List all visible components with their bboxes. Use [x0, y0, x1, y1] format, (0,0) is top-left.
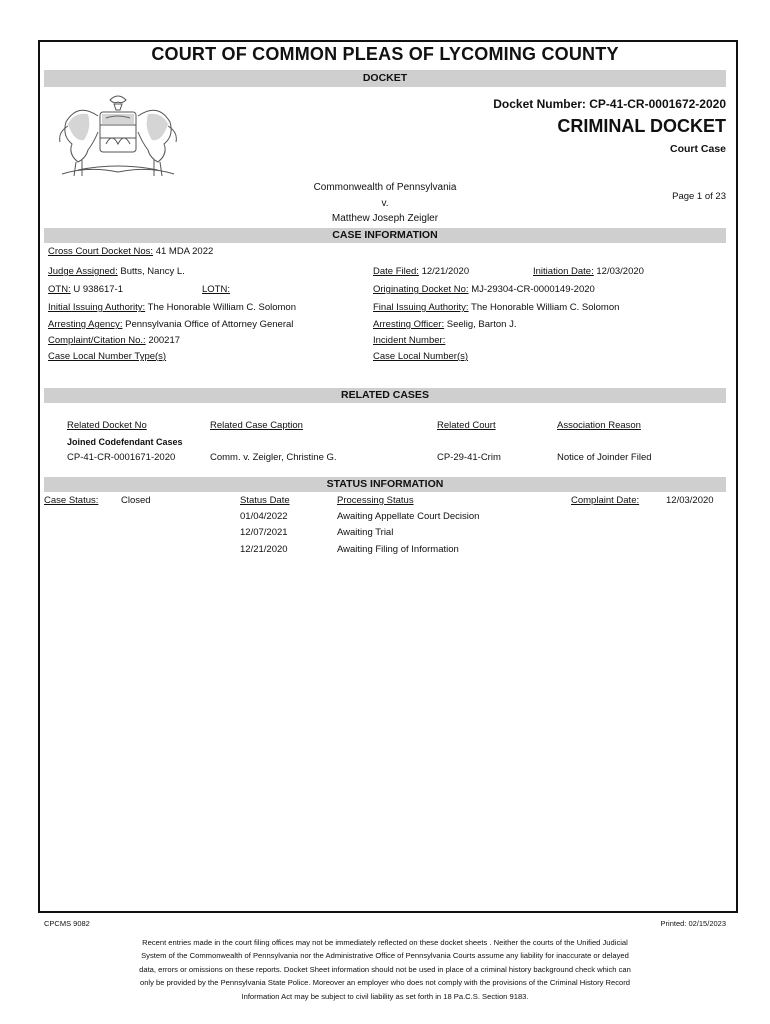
- otn-row: [48, 284, 123, 295]
- originating-docket-value: MJ-29304-CR-0000149-2020: [471, 284, 595, 295]
- arresting-officer-label: Arresting Officer:: [373, 319, 445, 330]
- arresting-agency-row: [48, 319, 293, 330]
- status-date-cell: 12/21/2020: [240, 544, 288, 555]
- association-reason-header: Association Reason: [557, 420, 641, 431]
- otn-value: U 938617-1: [73, 284, 123, 295]
- court-case-label: Court Case: [669, 143, 726, 155]
- related-docket-cell: CP-41-CR-0001671-2020: [67, 452, 176, 463]
- initial-authority-row: [48, 302, 296, 313]
- related-court-header: Related Court: [437, 420, 496, 431]
- case-information-bar: CASE INFORMATION: [44, 228, 726, 243]
- arresting-agency-label: Arresting Agency:: [48, 319, 123, 330]
- final-authority-row: [373, 302, 619, 313]
- complaint-value: 200217: [148, 335, 181, 346]
- docket-number: Docket Number: CP-41-CR-0001672-2020: [493, 97, 726, 111]
- cross-court-row: [48, 246, 213, 257]
- status-date-cell: 01/04/2022: [240, 511, 288, 522]
- status-date-header: Status Date: [240, 495, 290, 506]
- cross-court-value: 41 MDA 2022: [155, 246, 214, 257]
- initiation-date-value: 12/03/2020: [596, 266, 644, 277]
- case-status-label: Case Status:: [44, 495, 99, 506]
- case-local-number-label: Case Local Number(s): [373, 351, 469, 362]
- disclaimer: [80, 936, 690, 1003]
- related-cases-bar: RELATED CASES: [44, 388, 726, 403]
- docket-bar: DOCKET: [44, 70, 726, 87]
- disclaimer-line: data, errors or omissions on these reports. Docket Sheet information should not be used in place of a criminal history background check which can: [139, 964, 631, 974]
- date-filed-label: Date Filed:: [373, 266, 419, 277]
- caption-plaintiff: Commonwealth of Pennsylvania: [313, 182, 457, 193]
- docket-type: CRIMINAL DOCKET: [557, 116, 726, 136]
- otn-label: OTN:: [48, 284, 71, 295]
- disclaimer-line: System of the Commonwealth of Pennsylvania nor the Administrative Office of Pennsylvania Courts assume any liability for inaccurate or delayed: [141, 951, 629, 961]
- judge-label: Judge Assigned:: [48, 266, 118, 277]
- related-docket-header: Related Docket No: [67, 420, 147, 431]
- disclaimer-line: Information Act may be subject to civil liability as set forth in 18 Pa.C.S. Section 9183.: [241, 991, 529, 1001]
- lotn-label: LOTN:: [202, 284, 230, 295]
- related-caption-header: Related Case Caption: [210, 420, 303, 431]
- date-filed-value: 12/21/2020: [421, 266, 470, 277]
- status-information-bar: STATUS INFORMATION: [44, 477, 726, 492]
- processing-status-cell: Awaiting Filing of Information: [337, 544, 459, 555]
- complaint-row: [48, 335, 180, 346]
- arresting-officer-value: Seelig, Barton J.: [446, 319, 517, 330]
- incident-number-label: Incident Number:: [373, 335, 446, 346]
- case-status-value: Closed: [121, 495, 151, 506]
- caption-versus: v.: [381, 198, 389, 209]
- initiation-date-row: [533, 266, 644, 277]
- final-authority-label: Final Issuing Authority:: [373, 302, 469, 313]
- cross-court-label: Cross Court Docket Nos:: [48, 246, 154, 257]
- joined-codefendant-label: Joined Codefendant Cases: [67, 437, 183, 447]
- complaint-date-value: 12/03/2020: [666, 495, 714, 506]
- initial-authority-label: Initial Issuing Authority:: [48, 302, 146, 313]
- related-caption-cell: Comm. v. Zeigler, Christine G.: [210, 452, 337, 463]
- originating-docket-row: [373, 284, 595, 295]
- judge-value: Butts, Nancy L.: [120, 266, 185, 277]
- pennsylvania-seal-icon: [48, 92, 188, 180]
- processing-status-cell: Awaiting Trial: [337, 527, 394, 538]
- originating-docket-label: Originating Docket No:: [373, 284, 469, 295]
- complaint-date-label: Complaint Date:: [571, 495, 640, 506]
- arresting-officer-row: [373, 319, 516, 330]
- disclaimer-line: Recent entries made in the court filing offices may not be immediately reflected on these docket sheets . Neither the courts of the Unified Judicial: [142, 938, 628, 947]
- initial-authority-value: The Honorable William C. Solomon: [147, 302, 297, 313]
- status-date-cell: 12/07/2021: [240, 527, 288, 538]
- court-title: COURT OF COMMON PLEAS OF LYCOMING COUNTY: [151, 44, 619, 64]
- judge-row: [48, 266, 185, 277]
- page-number: Page 1 of 23: [672, 191, 726, 202]
- printed-date: Printed: 02/15/2023: [660, 919, 726, 928]
- association-reason-cell: Notice of Joinder Filed: [557, 452, 652, 463]
- case-local-number-type-label: Case Local Number Type(s): [48, 351, 167, 362]
- disclaimer-line: only be provided by the Pennsylvania State Police. Moreover an employer who does not comply with the provisions of the Criminal History Record: [139, 978, 631, 988]
- related-court-cell: CP-29-41-Crim: [437, 452, 501, 463]
- arresting-agency-value: Pennsylvania Office of Attorney General: [125, 319, 294, 330]
- caption-defendant: Matthew Joseph Zeigler: [331, 213, 439, 224]
- form-id: CPCMS 9082: [44, 919, 90, 928]
- processing-status-cell: Awaiting Appellate Court Decision: [337, 511, 480, 522]
- date-filed-row: [373, 266, 469, 277]
- processing-status-header: Processing Status: [337, 495, 414, 506]
- final-authority-value: The Honorable William C. Solomon: [471, 302, 620, 313]
- initiation-date-label: Initiation Date:: [533, 266, 594, 277]
- complaint-label: Complaint/Citation No.:: [48, 335, 146, 346]
